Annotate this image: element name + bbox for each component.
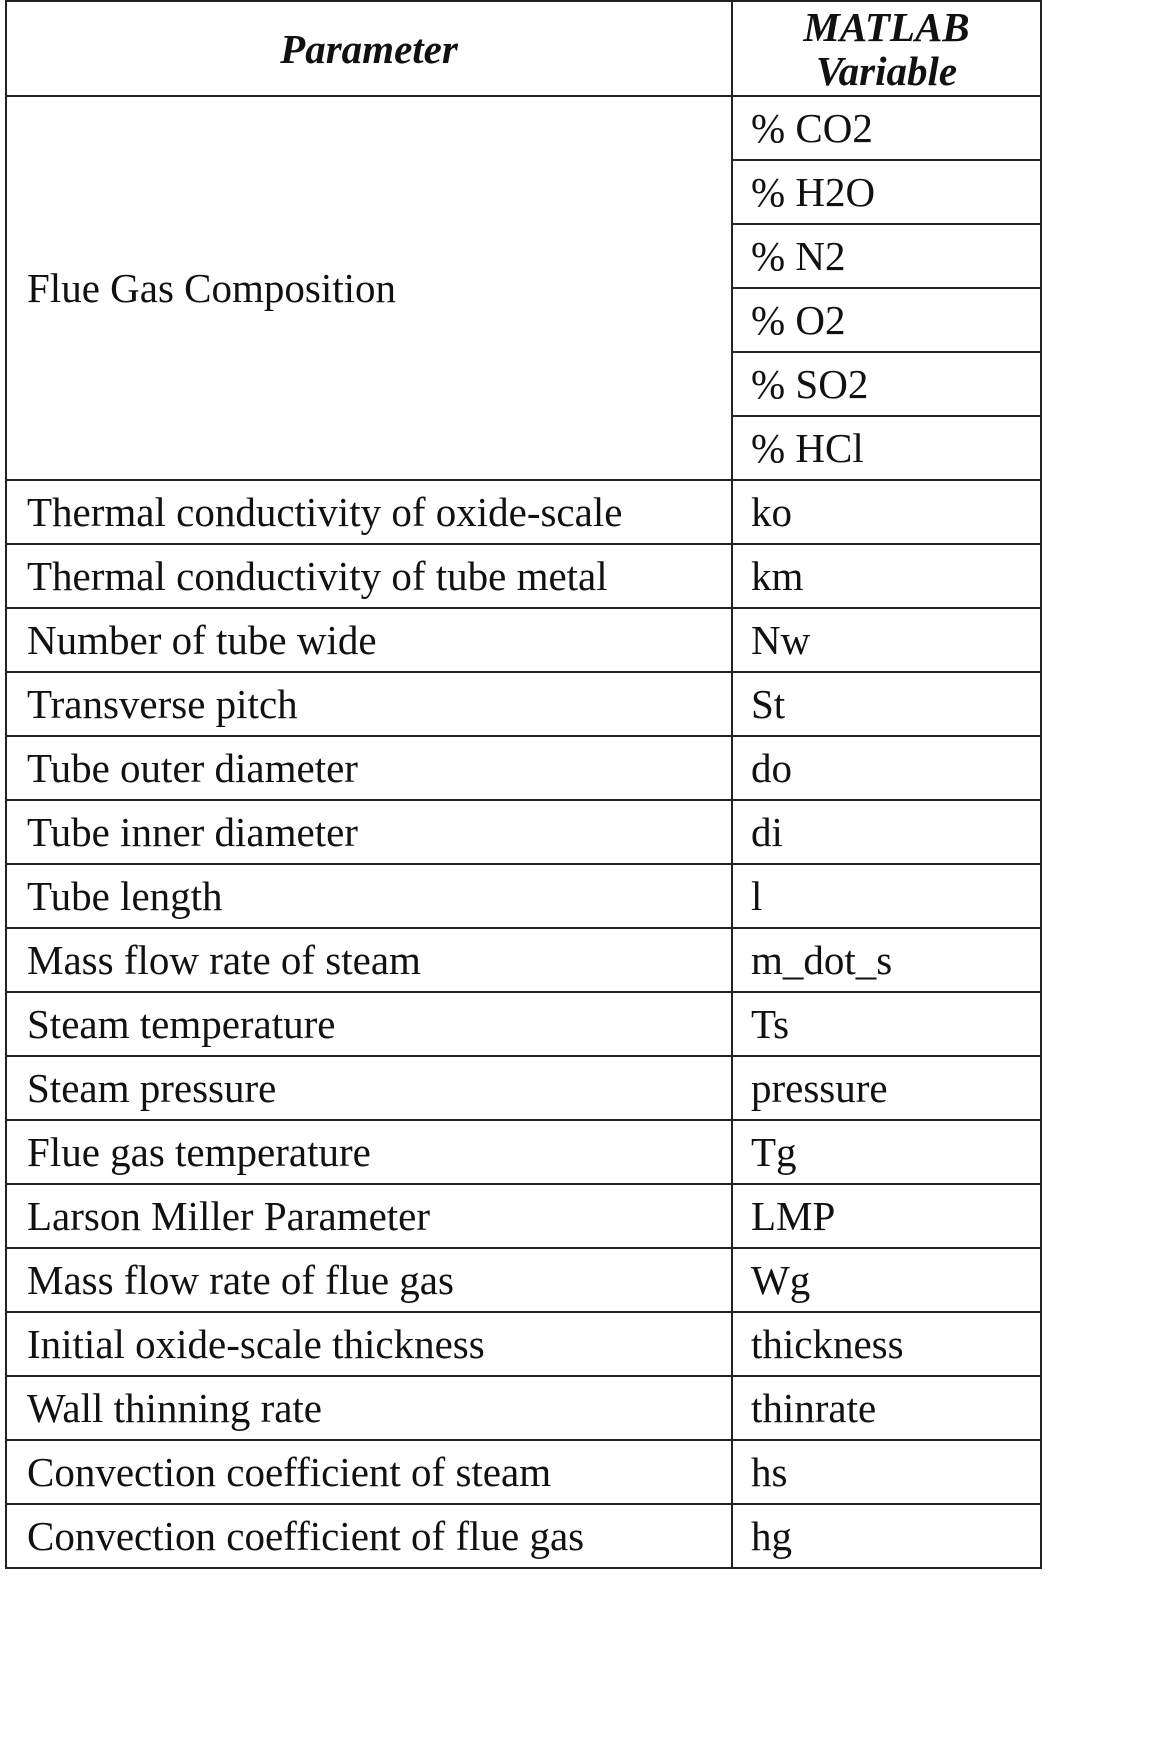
variable-cell: Tg	[732, 1120, 1041, 1184]
composition-variable: % CO2	[732, 96, 1041, 160]
table-row	[6, 1248, 1041, 1312]
composition-variable: % HCl	[732, 416, 1041, 480]
parameter-cell: Tube outer diameter	[6, 736, 732, 800]
parameter-cell: Number of tube wide	[6, 608, 732, 672]
variable-cell: Ts	[732, 992, 1041, 1056]
table-row	[6, 544, 1041, 608]
parameter-cell: Transverse pitch	[6, 672, 732, 736]
variable-cell: thickness	[732, 1312, 1041, 1376]
table-row	[6, 864, 1041, 928]
composition-variable: % O2	[732, 288, 1041, 352]
parameter-cell: Thermal conductivity of tube metal	[6, 544, 732, 608]
table-row	[6, 1056, 1041, 1120]
table-row	[6, 1440, 1041, 1504]
parameter-cell: Tube inner diameter	[6, 800, 732, 864]
table-row	[6, 1376, 1041, 1440]
composition-variable: % N2	[732, 224, 1041, 288]
parameter-table	[5, 0, 1042, 1569]
parameter-cell: Mass flow rate of flue gas	[6, 1248, 732, 1312]
table-row	[6, 736, 1041, 800]
variable-cell: pressure	[732, 1056, 1041, 1120]
variable-cell: ko	[732, 480, 1041, 544]
variable-cell: km	[732, 544, 1041, 608]
variable-cell: Nw	[732, 608, 1041, 672]
variable-cell: di	[732, 800, 1041, 864]
composition-variable: % H2O	[732, 160, 1041, 224]
parameter-cell: Steam temperature	[6, 992, 732, 1056]
parameter-cell: Mass flow rate of steam	[6, 928, 732, 992]
variable-cell: St	[732, 672, 1041, 736]
parameter-cell: Convection coefficient of flue gas	[6, 1504, 732, 1568]
flue-gas-composition-label: Flue Gas Composition	[6, 96, 732, 480]
variable-cell: Wg	[732, 1248, 1041, 1312]
parameter-cell: Initial oxide-scale thickness	[6, 1312, 732, 1376]
table-row	[6, 800, 1041, 864]
matlab-variable-column-header	[732, 1, 1041, 96]
variable-cell: hg	[732, 1504, 1041, 1568]
parameter-cell: Larson Miller Parameter	[6, 1184, 732, 1248]
table-row	[6, 1504, 1041, 1568]
variable-cell: thinrate	[732, 1376, 1041, 1440]
variable-cell: hs	[732, 1440, 1041, 1504]
variable-header-line1: MATLAB	[803, 3, 970, 50]
table-row	[6, 1184, 1041, 1248]
table-row	[6, 480, 1041, 544]
variable-cell: LMP	[732, 1184, 1041, 1248]
variable-cell: do	[732, 736, 1041, 800]
parameter-cell: Steam pressure	[6, 1056, 732, 1120]
parameter-cell: Tube length	[6, 864, 732, 928]
table-row	[6, 928, 1041, 992]
table-row	[6, 1120, 1041, 1184]
parameter-column-header: Parameter	[6, 1, 732, 96]
table-row	[6, 992, 1041, 1056]
table-row	[6, 1312, 1041, 1376]
variable-header-line2: Variable	[815, 47, 958, 94]
table-row	[6, 672, 1041, 736]
variable-cell: l	[732, 864, 1041, 928]
parameter-cell: Wall thinning rate	[6, 1376, 732, 1440]
parameter-cell: Convection coefficient of steam	[6, 1440, 732, 1504]
composition-row	[6, 96, 1041, 160]
header-row	[6, 1, 1041, 96]
parameter-cell: Thermal conductivity of oxide-scale	[6, 480, 732, 544]
table-row	[6, 608, 1041, 672]
variable-cell: m_dot_s	[732, 928, 1041, 992]
composition-variable: % SO2	[732, 352, 1041, 416]
parameter-cell: Flue gas temperature	[6, 1120, 732, 1184]
